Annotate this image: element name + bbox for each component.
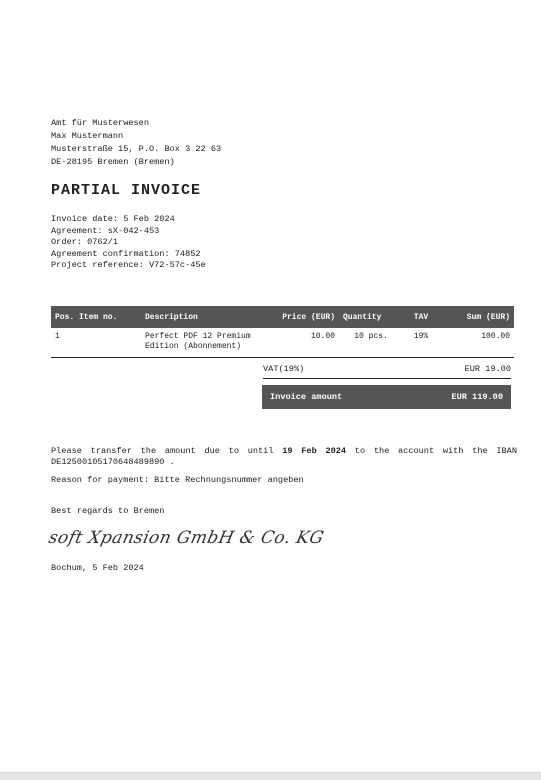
invoice-meta — [51, 214, 206, 272]
due-date: 19 Feb 2024 — [282, 446, 347, 456]
sender-line: Max Mustermann — [51, 131, 124, 141]
cell-description: Perfect PDF 12 Premium Edition (Abonnement) — [141, 328, 269, 358]
invoice-total — [262, 385, 511, 409]
cell-sum: 100.00 — [439, 328, 514, 358]
cell-price: 10.00 — [269, 328, 339, 358]
place-date: Bochum, 5 Feb 2024 — [51, 563, 144, 573]
cell-quantity: 10 pcs. — [339, 328, 403, 358]
vat-label: VAT(19%) — [263, 364, 305, 374]
sender-line: DE-28195 Bremen (Bremen) — [51, 157, 175, 167]
payment-instructions — [51, 446, 517, 468]
signature: soft Xpansion GmbH & Co. KG — [46, 528, 326, 548]
cell-pos: 1 — [51, 328, 141, 358]
total-label: Invoice amount — [270, 392, 343, 402]
total-amount: EUR 119.00 — [451, 392, 503, 402]
cell-tav: 19% — [403, 328, 439, 358]
vat-row — [263, 362, 511, 379]
vat-amount: EUR 19.00 — [464, 364, 511, 374]
document-title: PARTIAL INVOICE — [51, 182, 202, 199]
col-description: Description — [141, 306, 269, 328]
sender-line: Amt für Musterwesen — [51, 118, 149, 128]
items-table — [51, 306, 514, 358]
transfer-text-post: to the account with the IBAN DE12500105170648489890 . — [51, 446, 517, 467]
payment-reason: Reason for payment: Bitte Rechnungsnummer angeben — [51, 475, 304, 485]
col-sum: Sum (EUR) — [439, 306, 514, 328]
col-price: Price (EUR) — [269, 306, 339, 328]
regards: Best regards to Bremen — [51, 506, 165, 516]
table-header-row — [51, 306, 514, 328]
agreement-confirmation: Agreement confirmation: 74852 — [51, 248, 201, 259]
project-reference: Project reference: V72-57c-45e — [51, 260, 206, 270]
invoice-date: Invoice date: 5 Feb 2024 — [51, 214, 175, 224]
col-tav: TAV — [403, 306, 439, 328]
transfer-text-pre: Please transfer the amount due to until — [51, 446, 283, 456]
col-pos-item: Pos. Item no. — [51, 306, 141, 328]
agreement: Agreement: sX-042-453 — [51, 225, 160, 236]
sender-address — [51, 117, 221, 169]
col-quantity: Quantity — [339, 306, 403, 328]
order-number: Order: 0762/1 — [51, 237, 119, 247]
sender-line: Musterstraße 15, P.O. Box 3 22 63 — [51, 144, 222, 154]
table-row — [51, 328, 514, 358]
